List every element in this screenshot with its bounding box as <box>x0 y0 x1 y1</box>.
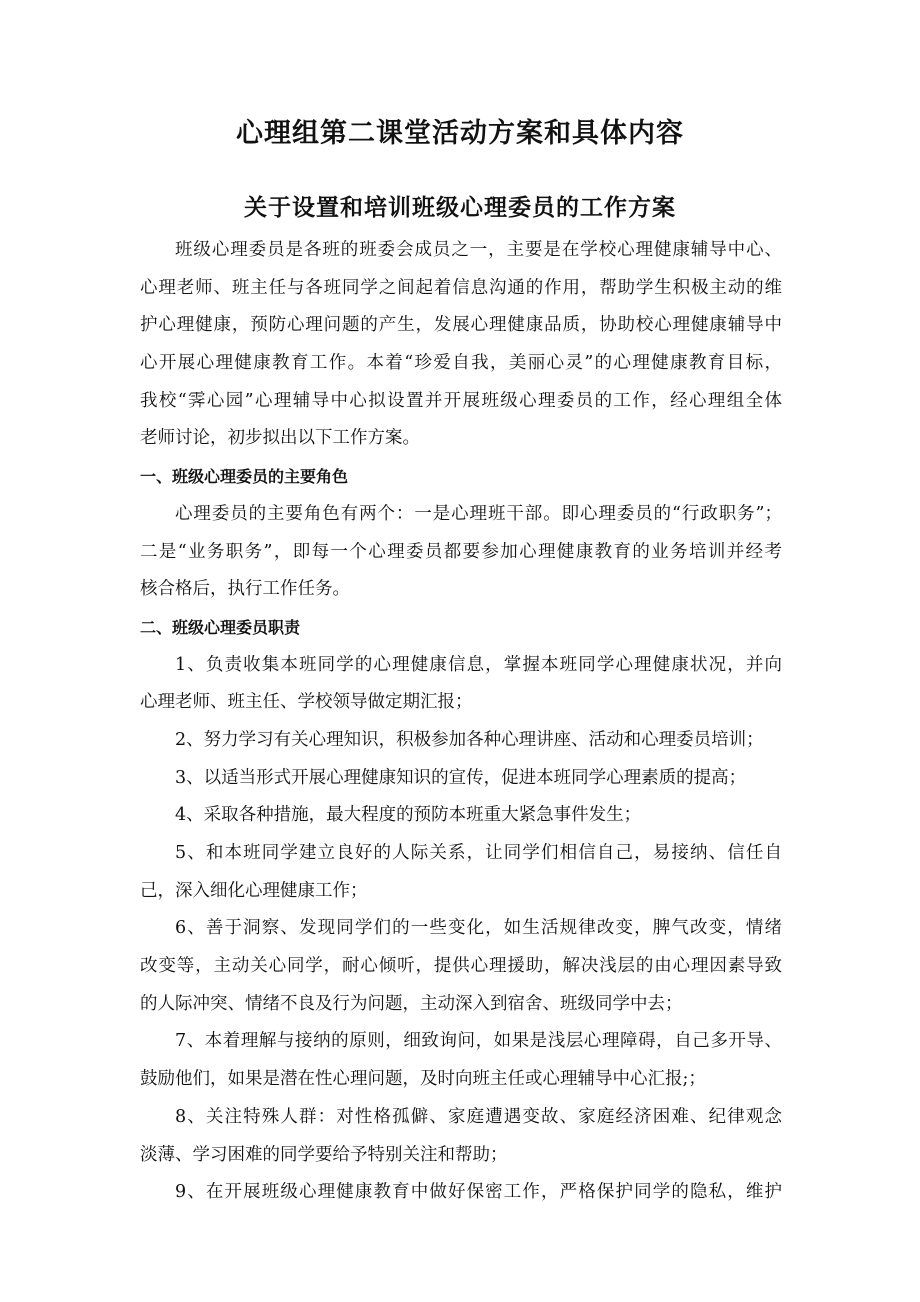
paragraph-line: 心理老师、班主任与各班同学之间起着信息沟通的作用，帮助学生积极主动的维 <box>140 277 782 298</box>
duty-item-7 <box>140 1023 782 1098</box>
paragraph-line: 核合格后，执行工作任务。 <box>140 579 350 600</box>
section-heading-duties: 二、班级心理委员职责 <box>140 617 301 637</box>
paragraph-line: 改变等，主动关心同学，耐心倾听，提供心理援助，解决浅层的由心理因素导致 <box>140 956 782 977</box>
paragraph-line: 鼓励他们，如果是潜在性心理问题，及时向班主任或心理辅导中心汇报;； <box>140 1069 706 1090</box>
paragraph-line: 5、和本班同学建立良好的人际关系，让同学们相信自己，易接纳、信任自 <box>175 843 782 863</box>
paragraph-line: 心理老师、班主任、学校领导做定期汇报； <box>140 692 473 713</box>
duty-item-9 <box>140 1174 782 1212</box>
paragraph-line: 1、负责收集本班同学的心理健康信息，掌握本班同学心理健康状况，并向 <box>175 654 782 675</box>
document-body <box>140 232 782 1212</box>
paragraph-line: 的人际冲突、情绪不良及行为问题，主动深入到宿舍、班级同学中去； <box>140 993 683 1014</box>
paragraph-line: 4、采取各种措施，最大程度的预防本班重大紧急事件发生； <box>175 805 642 826</box>
paragraph-line: 9、在开展班级心理健康教育中做好保密工作，严格保护同学的隐私，维护 <box>175 1182 782 1203</box>
document-title: 心理组第二课堂活动方案和具体内容 <box>236 118 684 149</box>
paragraph-line: 己，深入细化心理健康工作； <box>140 880 368 901</box>
intro-paragraph <box>140 232 782 458</box>
duty-item-5 <box>140 835 782 910</box>
paragraph-line: 二是“业务职务”，即每一个心理委员都要参加心理健康教育的业务培训并经考 <box>140 541 782 562</box>
paragraph-line: 3、以适当形式开展心理健康知识的宣传，促进本班同学心理素质的提高； <box>175 767 747 788</box>
paragraph-line: 淡薄、学习困难的同学要给予特别关注和帮助； <box>140 1144 508 1165</box>
duty-item-2 <box>140 722 782 760</box>
paragraph-line: 老师讨论，初步拟出以下工作方案。 <box>140 428 420 449</box>
document-subtitle: 关于设置和培训班级心理委员的工作方案 <box>244 195 676 221</box>
duty-item-6 <box>140 910 782 1023</box>
paragraph-line: 心开展心理健康教育工作。本着“珍爱自我，美丽心灵”的心理健康教育目标， <box>140 353 782 374</box>
paragraph-line: 护心理健康，预防心理问题的产生，发展心理健康品质，协助校心理健康辅导中 <box>140 315 782 336</box>
section-heading-roles: 一、班级心理委员的主要角色 <box>140 467 349 487</box>
paragraph-line: 2、努力学习有关心理知识，积极参加各种心理讲座、活动和心理委员培训； <box>175 729 764 750</box>
paragraph-line: 7、本着理解与接纳的原则，细致询问，如果是浅层心理障碍，自己多开导、 <box>175 1031 782 1052</box>
duty-item-4 <box>140 797 782 835</box>
paragraph-line: 心理委员的主要角色有两个：一是心理班干部。即心理委员的“行政职务”； <box>175 503 782 524</box>
duty-item-3 <box>140 760 782 798</box>
roles-paragraph <box>140 496 782 609</box>
paragraph-line: 8、关注特殊人群：对性格孤僻、家庭遭遇变故、家庭经济困难、纪律观念 <box>175 1106 782 1127</box>
paragraph-line: 6、善于洞察、发现同学们的一些变化，如生活规律改变，脾气改变，情绪 <box>175 918 782 939</box>
duty-item-8 <box>140 1099 782 1174</box>
paragraph-line: 我校“霁心园”心理辅导中心拟设置并开展班级心理委员的工作，经心理组全体 <box>140 390 782 411</box>
paragraph-line: 班级心理委员是各班的班委会成员之一，主要是在学校心理健康辅导中心、 <box>175 240 782 260</box>
duty-item-1 <box>140 647 782 722</box>
